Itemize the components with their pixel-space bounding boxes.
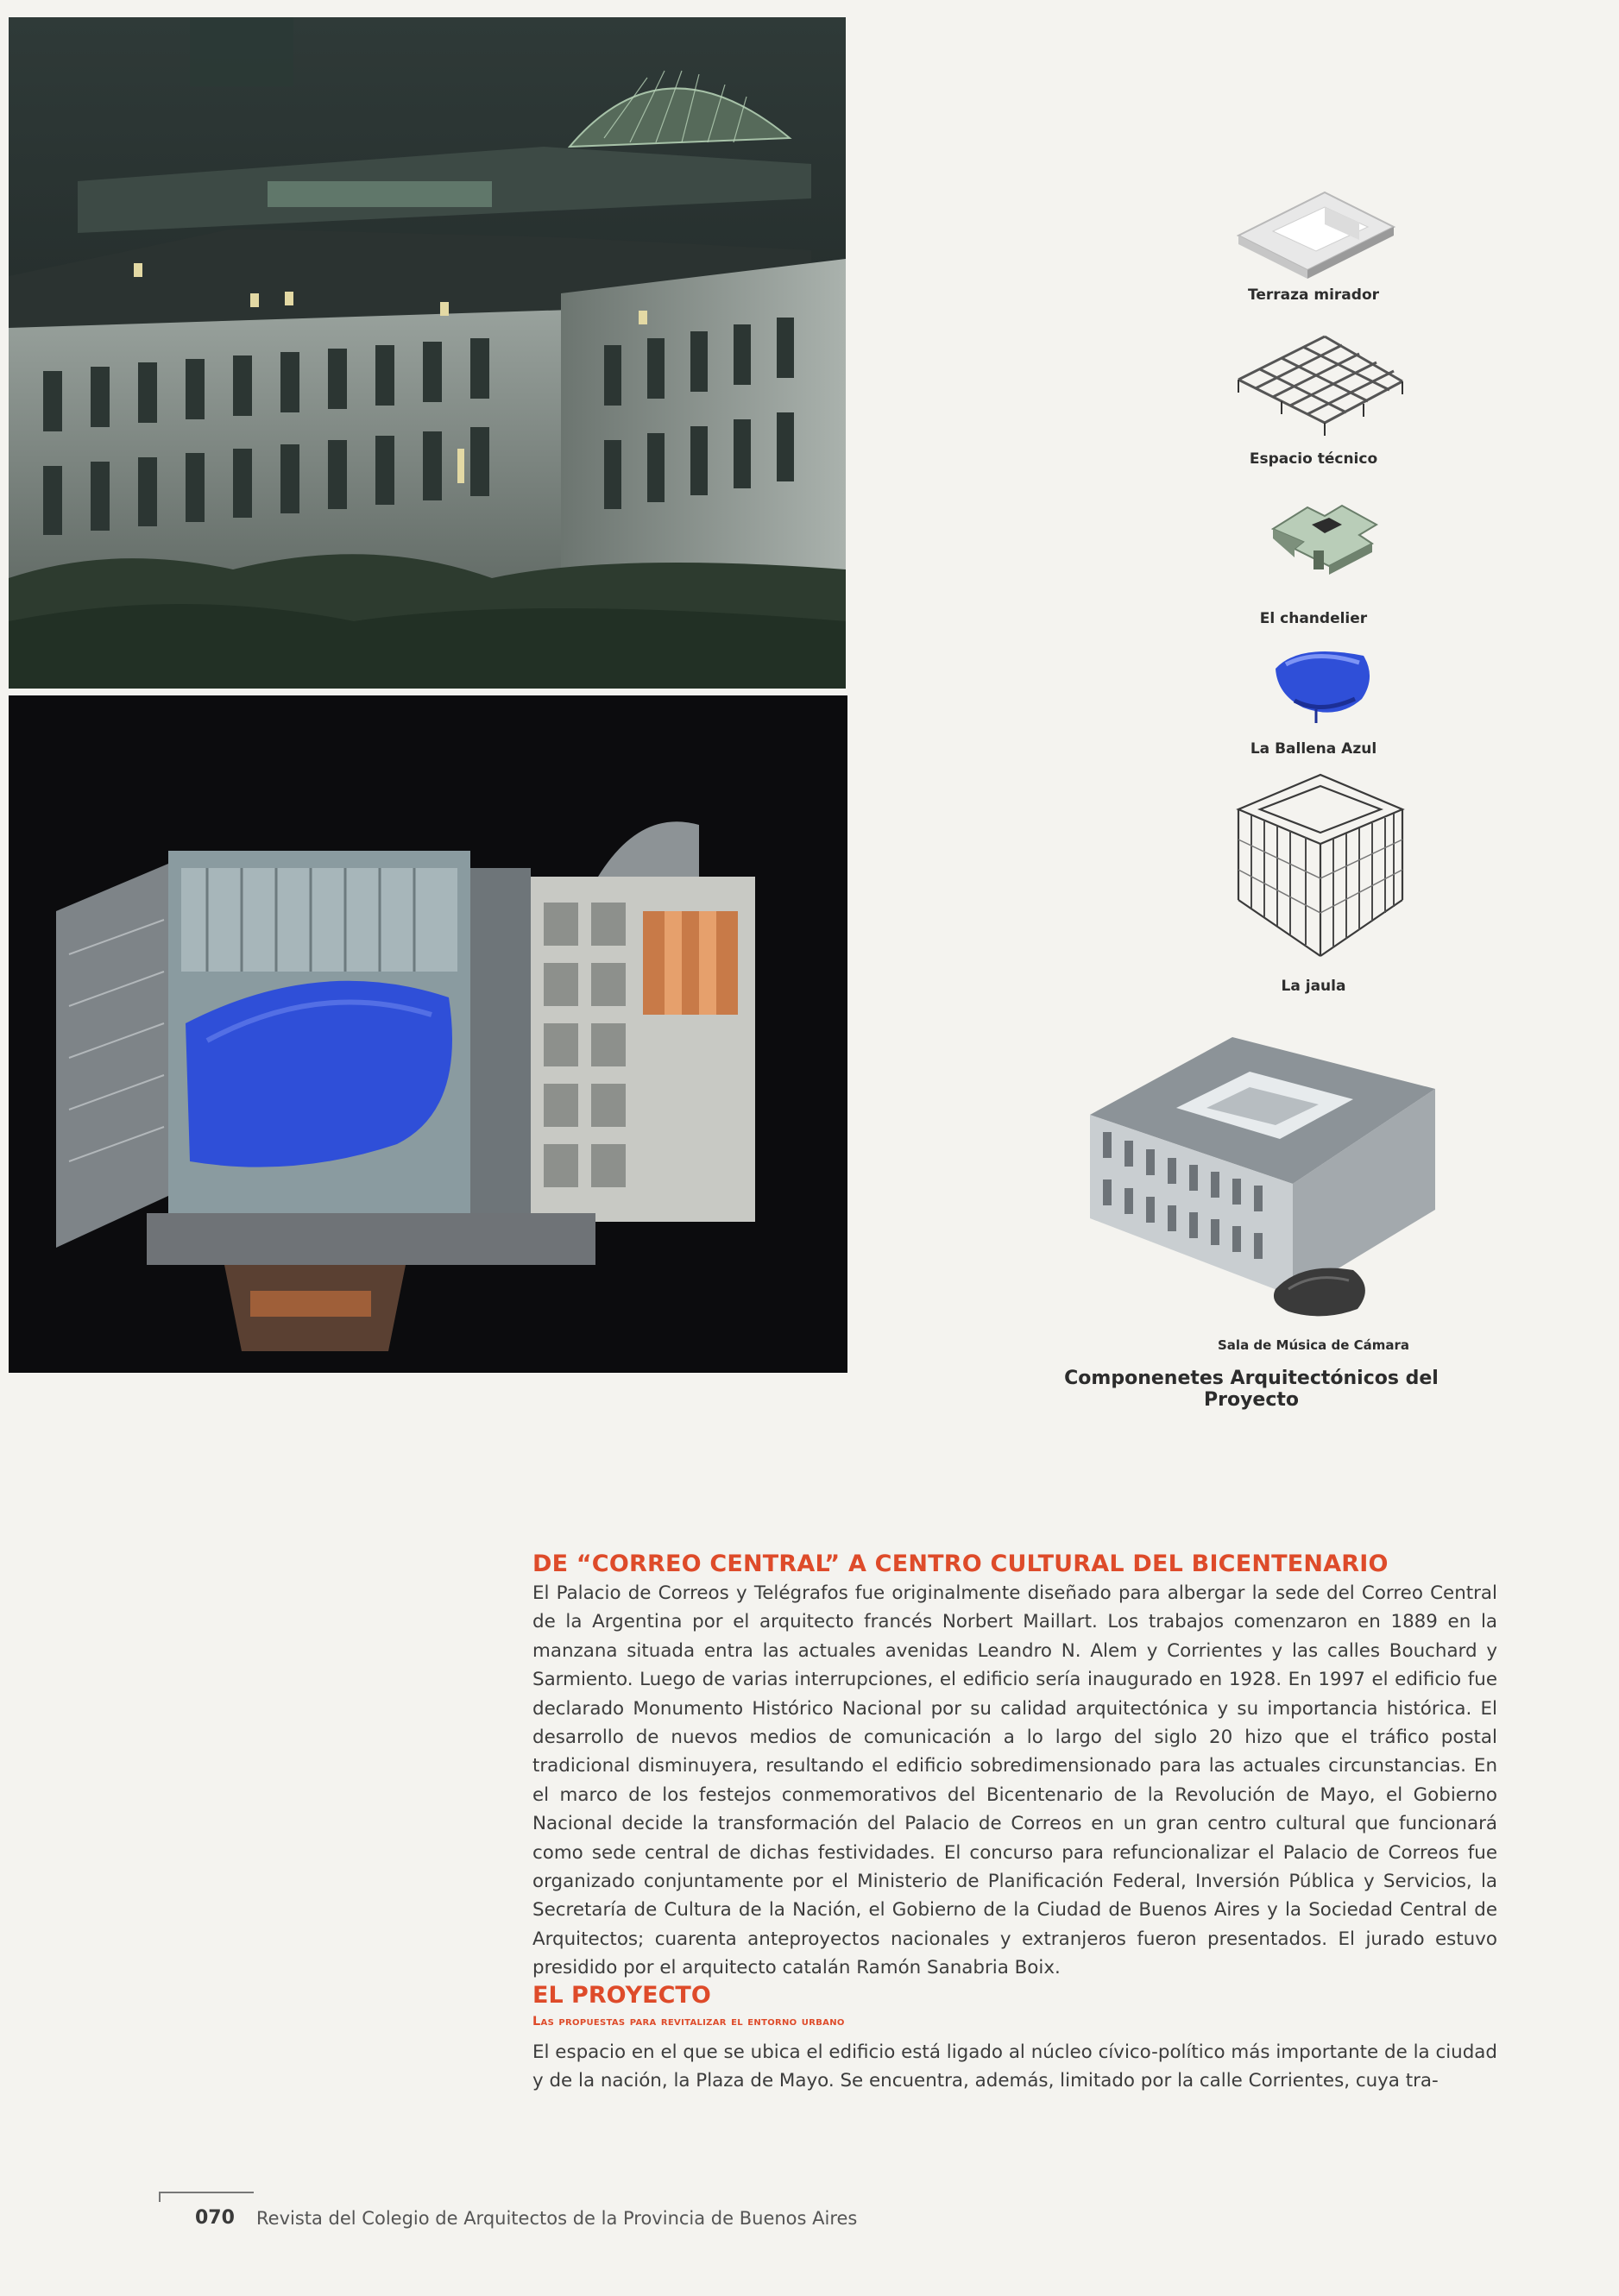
night-building-render [9,17,846,689]
publication-name: Revista del Colegio de Arquitectos de la Provincia de Buenos Aires [256,2208,858,2229]
component-caption-jaula: La jaula [1281,978,1346,995]
component-caption-chandelier: El chandelier [1259,610,1368,627]
photo-section-cutaway [9,695,847,1373]
grid-frame-icon [1230,328,1411,440]
article-body-history: El Palacio de Correos y Telégrafos fue originalmente diseñado para albergar la sede del Correo Central de la Argentina por el arquitecto francés Norbert Maillart. Los trabajos comenzaron en 1889 en la manzana situada entra las actuales avenidas Leandro N. Alem y Corrientes y las calles Bouchard y Sarmiento. Luego de varias interrupciones, el edificio sería inaugurado en 1928. En 1997 el edificio fue declarado Monumento Histórico Nacional por su calidad arquitectónica y su importancia histórica. El desarrollo de nuevos medios de comunicación a lo largo del siglo 20 hizo que el tráfico postal tradicional disminuyera, resultando el edificio sobredimensionado para las actuales circunstancias. En el marco de los festejos conmemorativos del Bicentenario de la Revolución de Mayo, el Gobierno Nacional decide la transformación del Palacio de Correos en un gran centro cultural que funcionará como sede central de dichas festividades. El concurso para refuncionalizar el Palacio de Correos fue organizado conjuntamente por el Ministerio de Planificación Federal, Inversión Pública y Servicios, la Secretaría de Cultura de la Nación, el Gobierno de la Ciudad de Buenos Aires y la Sociedad Central de Arquitectos; cuarenta anteproyectos nacionales y extranjeros fueron presentados. El jurado estuvo presidido por el arquitecto catalán Ramón Sanabria Boix. [532,1582,1497,1979]
figure-caption: Componenetes Arquitectónicos del Proyecto [1064,1368,1439,1411]
terrace-icon [1230,188,1398,279]
component-caption-terraza: Terraza mirador [1247,286,1380,304]
component-caption-sala: Sala de Música de Cámara [1218,1337,1409,1353]
photo-night-exterior [9,17,846,689]
cage-icon [1230,771,1411,960]
chandelier-slab-icon [1260,490,1389,576]
section-heading-correo: DE “CORREO CENTRAL” A CENTRO CULTURAL DEL BICENTENARIO [532,1551,1389,1577]
blue-whale-icon [1269,638,1376,729]
building-model-icon [1086,1011,1439,1322]
footer-rule-horizontal [159,2192,254,2193]
article-body-proyecto: El espacio en el que se ubica el edificio está ligado al núcleo cívico-político más importante de la ciudad y de la nación, la Plaza de Mayo. Se encuentra, además, limitado por la calle Corrientes, cuya tra- [532,2041,1497,2092]
section-heading-proyecto: EL PROYECTO [532,1982,711,2009]
page-number: 070 [195,2207,235,2229]
component-caption-espacio: Espacio técnico [1249,450,1378,468]
section-subheading: Las propuestas para revitalizar el entorno urbano [532,2015,845,2029]
building-section-render [9,695,847,1373]
component-caption-ballena: La Ballena Azul [1250,740,1377,758]
